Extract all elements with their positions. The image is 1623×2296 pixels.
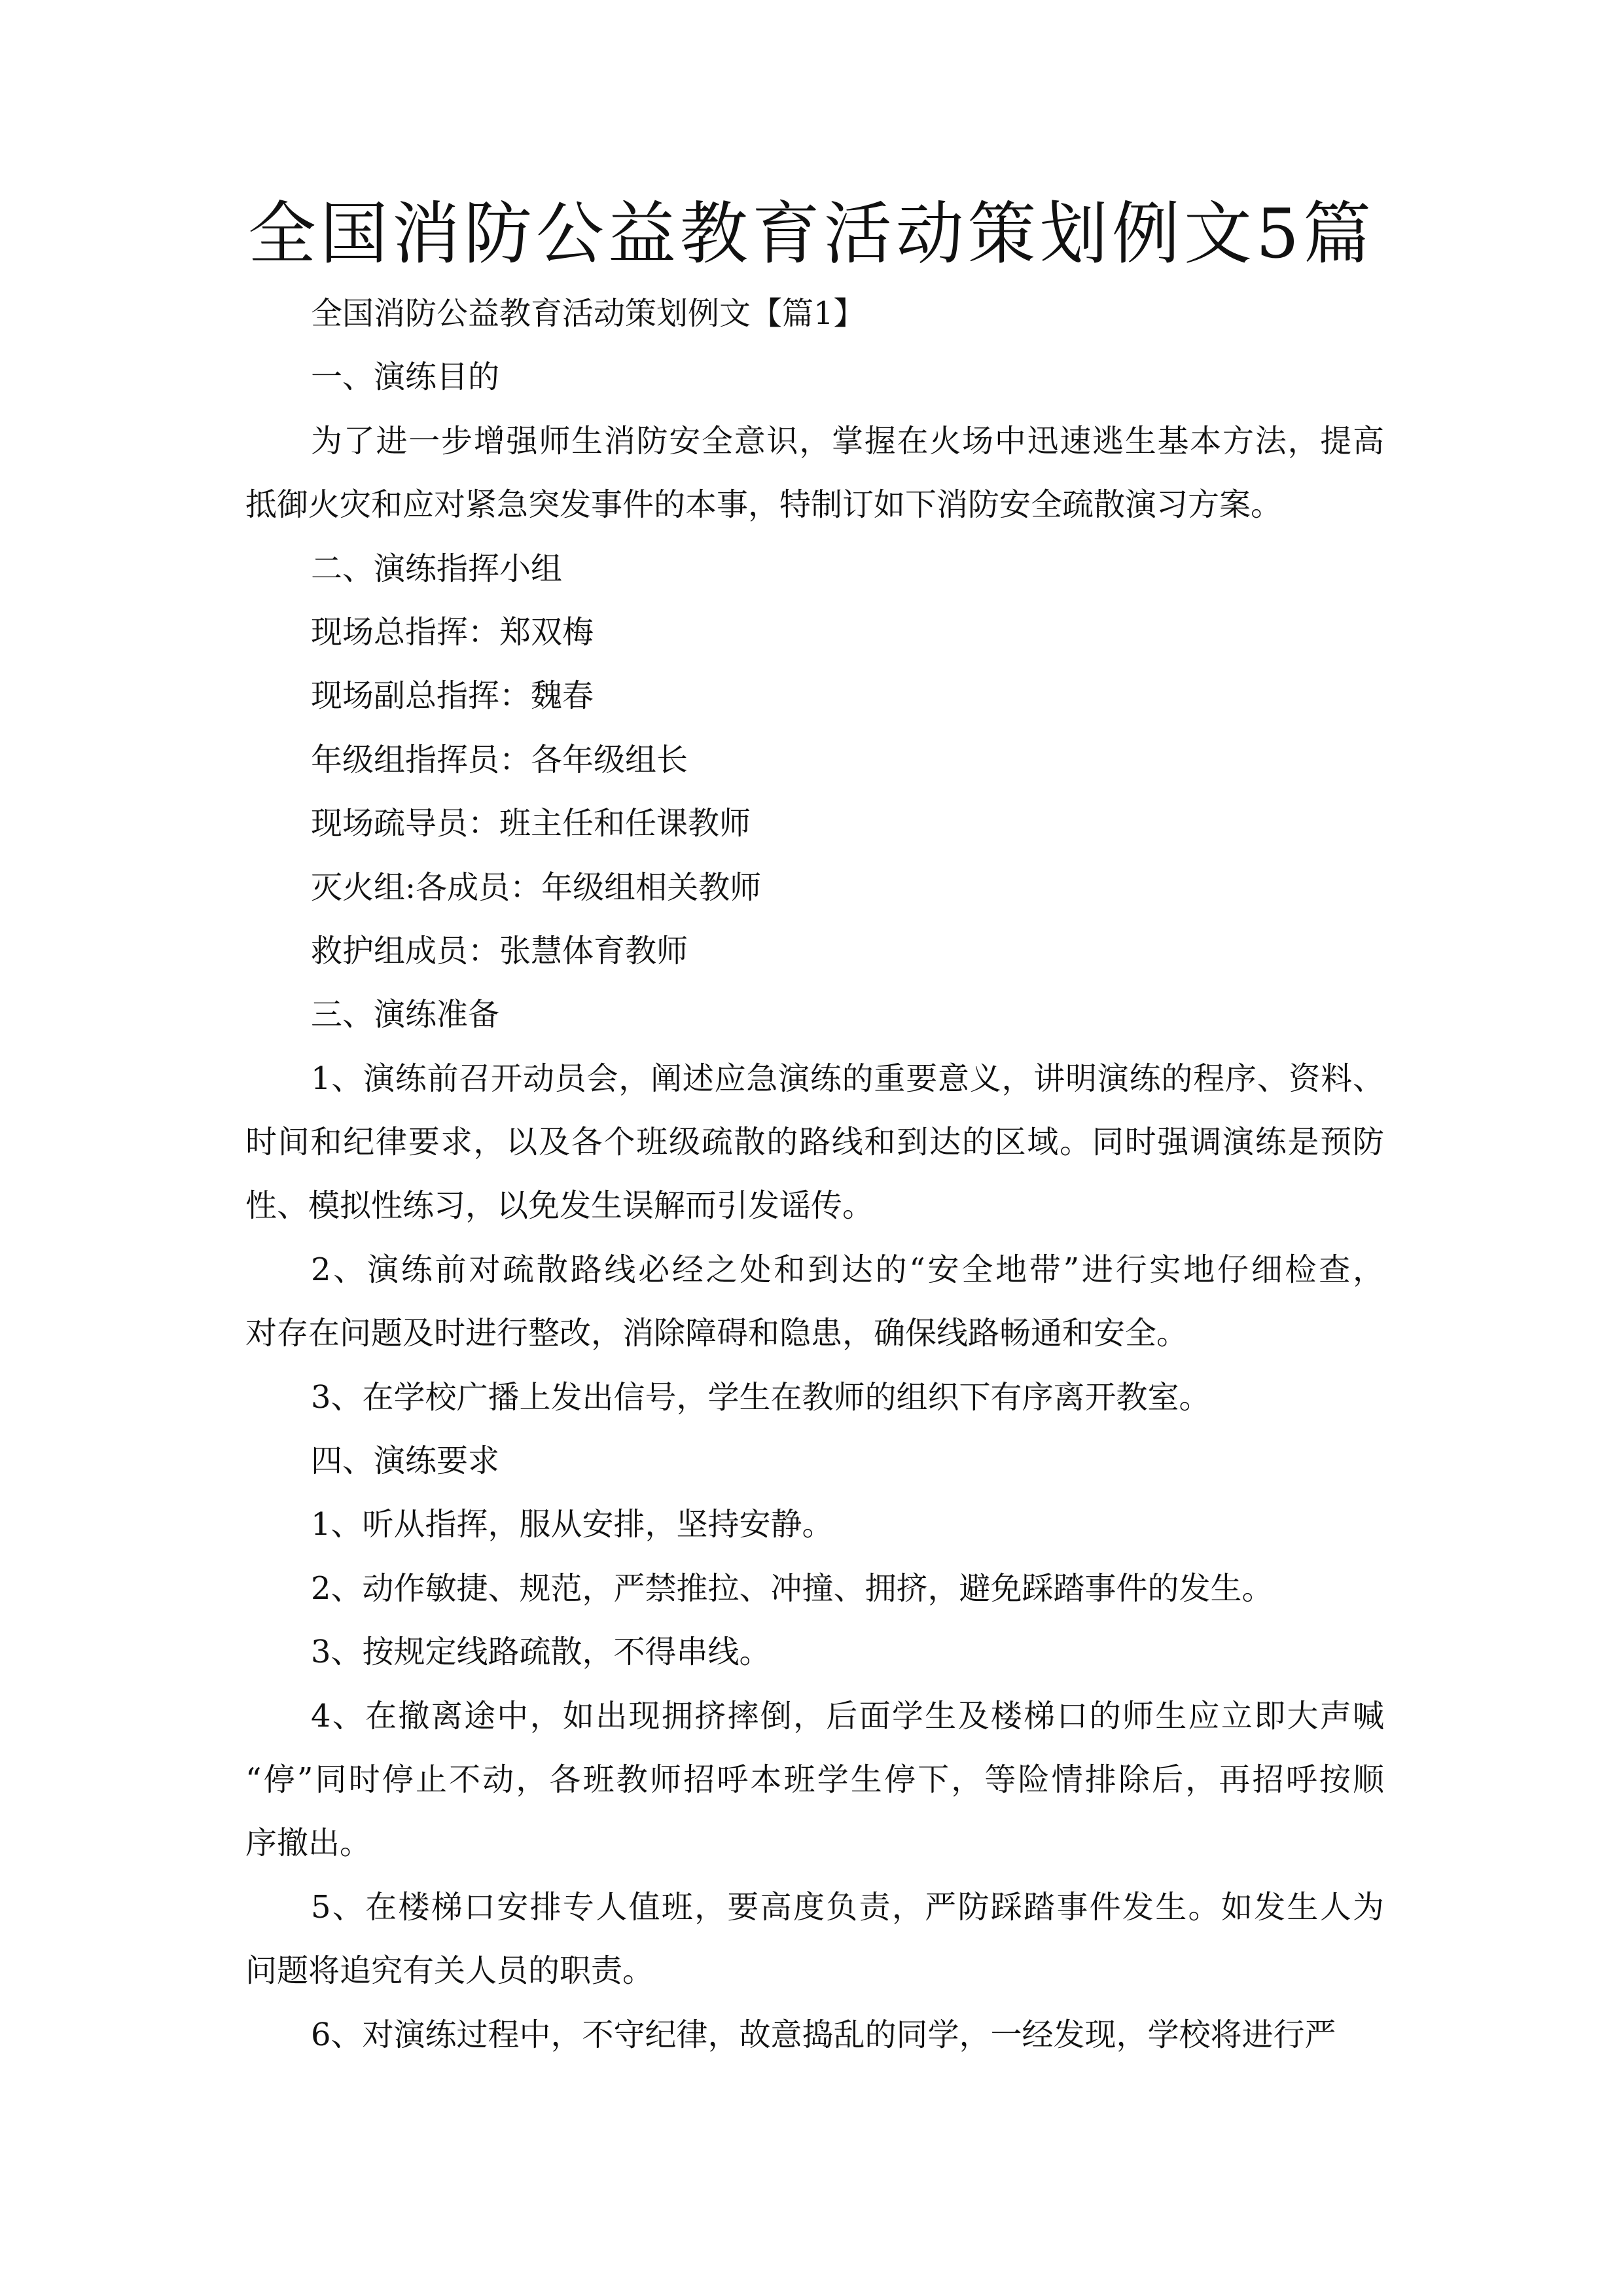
paragraph — [245, 728, 1384, 792]
text-line: 序撤出。 — [245, 1825, 372, 1862]
text-line: 5、在楼梯口安排专人值班，要高度负责，严防踩踏事件发生。如发生人为 — [311, 1888, 1384, 1926]
text-line: 2、演练前对疏散路线必经之处和到达的“安全地带”进行实地仔细检查， — [311, 1251, 1384, 1288]
text-line: 对存在问题及时进行整改，消除障碍和隐患，确保线路畅通和安全。 — [245, 1315, 1188, 1352]
paragraph — [245, 2003, 1384, 2067]
text-line: 时间和纪律要求，以及各个班级疏散的路线和到达的区域。同时强调演练是预防 — [245, 1124, 1384, 1161]
text-line: 1、听从指挥，服从安排，坚持安静。 — [311, 1506, 834, 1543]
text-line: 为了进一步增强师生消防安全意识，掌握在火场中迅速逃生基本方法，提高 — [311, 422, 1384, 459]
paragraph — [245, 410, 1384, 537]
paragraph — [245, 346, 1384, 409]
text-line: 一、演练目的 — [311, 359, 500, 396]
paragraph — [245, 1557, 1384, 1621]
paragraph — [245, 1493, 1384, 1556]
text-line: 三、演练准备 — [311, 996, 500, 1033]
text-line: 抵御火灾和应对紧急突发事件的本事，特制订如下消防安全疏散演习方案。 — [245, 486, 1283, 524]
paragraph — [245, 1876, 1384, 2003]
paragraph — [245, 282, 1384, 346]
text-line: 全国消防公益教育活动策划例文【篇1】 — [311, 295, 865, 332]
text-line: 灭火组:各成员：年级组相关教师 — [311, 869, 762, 906]
text-line: 现场疏导员：班主任和任课教师 — [311, 805, 751, 842]
text-line: 1、演练前召开动员会，阐述应急演练的重要意义，讲明演练的程序、资料、 — [311, 1060, 1384, 1097]
text-line: 2、动作敏捷、规范，严禁推拉、冲撞、拥挤，避免踩踏事件的发生。 — [311, 1570, 1274, 1607]
text-line: 四、演练要求 — [311, 1443, 500, 1480]
paragraph — [245, 664, 1384, 728]
paragraph — [245, 792, 1384, 855]
text-line: 问题将追究有关人员的职责。 — [245, 1952, 654, 1990]
text-line: 二、演练指挥小组 — [311, 550, 563, 587]
text-line: 3、在学校广播上发出信号，学生在教师的组织下有序离开教室。 — [311, 1378, 1211, 1416]
paragraph — [245, 1366, 1384, 1429]
paragraph — [245, 983, 1384, 1047]
document-body — [245, 282, 1384, 2067]
text-line: 现场总指挥：郑双梅 — [311, 613, 594, 651]
paragraph — [245, 537, 1384, 601]
paragraph — [245, 856, 1384, 920]
text-line: 3、按规定线路疏散，不得串线。 — [311, 1634, 771, 1671]
text-line: “停”同时停止不动，各班教师招呼本班学生停下，等险情排除后，再招呼按顺 — [245, 1761, 1384, 1798]
document-title: 全国消防公益教育活动策划例文5篇 — [247, 194, 1376, 274]
text-line: 救护组成员：张慧体育教师 — [311, 932, 688, 969]
paragraph — [245, 1621, 1384, 1684]
paragraph — [245, 601, 1384, 664]
paragraph — [245, 1047, 1384, 1238]
text-line: 6、对演练过程中，不守纪律，故意捣乱的同学，一经发现，学校将进行严 — [311, 2016, 1336, 2053]
text-line: 性、模拟性练习，以免发生误解而引发谣传。 — [245, 1187, 874, 1225]
text-line: 现场副总指挥：魏春 — [311, 677, 594, 715]
paragraph — [245, 1238, 1384, 1366]
text-line: 年级组指挥员：各年级组长 — [311, 741, 688, 778]
text-line: 4、在撤离途中，如出现拥挤摔倒，后面学生及楼梯口的师生应立即大声喊 — [311, 1697, 1384, 1734]
paragraph — [245, 1429, 1384, 1493]
paragraph — [245, 1685, 1384, 1876]
paragraph — [245, 920, 1384, 983]
